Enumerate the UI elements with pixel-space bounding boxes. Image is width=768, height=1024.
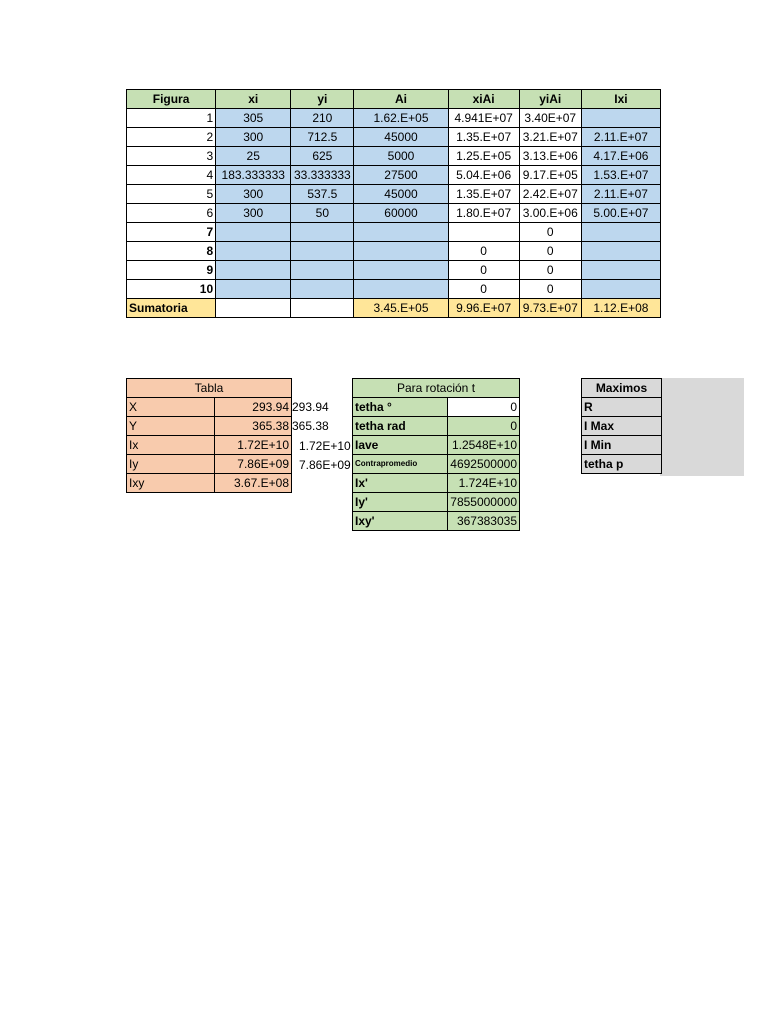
cell-ixi[interactable] [581,261,660,280]
rotacion-row-tetha-rad [353,417,520,436]
cell-ixi[interactable]: 2.11.E+07 [581,128,660,147]
cell-xi[interactable]: 300 [216,204,291,223]
tabla-extra-iy[interactable]: 7.86E+09 [299,458,351,472]
cell-xiai[interactable]: 1.25.E+05 [448,147,519,166]
rotacion-value[interactable]: 1.2548E+10 [448,436,520,455]
cell-ai[interactable] [354,242,448,261]
tabla-label[interactable]: Ix [127,436,215,455]
tabla-row-ixy [127,474,292,493]
tabla-value[interactable]: 1.72E+10 [215,436,292,455]
tabla-value[interactable]: 293.94 [215,398,292,417]
tabla-value[interactable]: 365.38 [215,417,292,436]
cell-yiai[interactable]: 3.21.E+07 [519,128,581,147]
maximos-table [581,378,662,474]
cell-yi[interactable] [291,223,354,242]
tabla-value[interactable]: 7.86E+09 [215,455,292,474]
rotacion-row-tetha-deg [353,398,520,417]
rotacion-row-iy-prime [353,493,520,512]
sum-yiai[interactable]: 9.73.E+07 [519,299,581,318]
rotacion-label[interactable]: Ix' [353,474,448,493]
table-row [127,261,661,280]
rotacion-label[interactable]: tetha ° [353,398,448,417]
tabla-extra-ix[interactable]: 1.72E+10 [299,439,351,453]
tabla-row-y [127,417,292,436]
sum-ixi[interactable]: 1.12.E+08 [581,299,660,318]
cell-ixi[interactable]: 1.53.E+07 [581,166,660,185]
rotacion-label[interactable]: Ixy' [353,512,448,531]
header-figura[interactable]: Figura [127,90,216,109]
cell-figura[interactable]: 2 [127,128,216,147]
cell-xiai[interactable]: 1.80.E+07 [448,204,519,223]
cell-ixi[interactable] [581,109,660,128]
cell-ai[interactable]: 1.62.E+05 [354,109,448,128]
cell-xiai[interactable]: 1.35.E+07 [448,185,519,204]
sumatoria-label[interactable]: Sumatoria [127,299,216,318]
cell-ai[interactable]: 27500 [354,166,448,185]
rotacion-label[interactable]: tetha rad [353,417,448,436]
header-xi[interactable]: xi [216,90,291,109]
cell-xiai[interactable]: 0 [448,261,519,280]
cell-yiai[interactable]: 3.13.E+06 [519,147,581,166]
cell-yi[interactable]: 712.5 [291,128,354,147]
rotacion-title[interactable]: Para rotación t [353,379,520,398]
sum-xi[interactable] [216,299,291,318]
cell-yiai[interactable]: 3.00.E+06 [519,204,581,223]
rotacion-row-ixy-prime [353,512,520,531]
rotacion-value[interactable]: 1.724E+10 [448,474,520,493]
cell-figura[interactable]: 7 [127,223,216,242]
cell-yi[interactable]: 537.5 [291,185,354,204]
main-table [126,89,661,318]
rotacion-row-contrapromedio [353,455,520,474]
cell-xiai[interactable]: 0 [448,280,519,299]
cell-figura[interactable]: 3 [127,147,216,166]
cell-ixi[interactable]: 5.00.E+07 [581,204,660,223]
tabla-label[interactable]: Ixy [127,474,215,493]
cell-ixi[interactable]: 2.11.E+07 [581,185,660,204]
cell-ai[interactable] [354,261,448,280]
table-row [127,166,661,185]
tabla-label[interactable]: Y [127,417,215,436]
sumatoria-row [127,299,661,318]
cell-figura[interactable]: 5 [127,185,216,204]
table-row [127,147,661,166]
cell-figura[interactable]: 6 [127,204,216,223]
table-row [127,204,661,223]
tabla-row-x [127,398,292,417]
cell-xi[interactable] [216,280,291,299]
cell-xi[interactable]: 25 [216,147,291,166]
cell-xi[interactable] [216,261,291,280]
rotacion-label[interactable]: Iy' [353,493,448,512]
sum-xiai[interactable]: 9.96.E+07 [448,299,519,318]
table-row [127,242,661,261]
cell-xiai[interactable]: 1.35.E+07 [448,128,519,147]
header-yiai[interactable]: yiAi [519,90,581,109]
cell-yiai[interactable]: 0 [519,223,581,242]
cell-xiai[interactable] [448,223,519,242]
maximos-label-tetha-p[interactable]: tetha p [582,455,662,474]
rotacion-value[interactable]: 4692500000 [448,455,520,474]
cell-yi[interactable]: 33.333333 [291,166,354,185]
tabla-title[interactable]: Tabla [127,379,292,398]
cell-ai[interactable] [354,223,448,242]
cell-yiai[interactable]: 9.17.E+05 [519,166,581,185]
maximos-value-area[interactable] [660,378,744,476]
cell-figura[interactable]: 10 [127,280,216,299]
cell-yi[interactable]: 210 [291,109,354,128]
tabla-extra-x[interactable]: 293.94 [292,400,329,414]
cell-figura[interactable]: 4 [127,166,216,185]
cell-figura[interactable]: 9 [127,261,216,280]
cell-figura[interactable]: 8 [127,242,216,261]
rotacion-value[interactable]: 367383035 [448,512,520,531]
header-ai[interactable]: Ai [354,90,448,109]
table-row [127,185,661,204]
sum-yi[interactable] [291,299,354,318]
tabla-row-ix [127,436,292,455]
main-table-header-row [127,90,661,109]
cell-yiai[interactable]: 0 [519,242,581,261]
cell-yi[interactable]: 625 [291,147,354,166]
cell-yiai[interactable]: 3.40E+07 [519,109,581,128]
cell-ixi[interactable] [581,242,660,261]
maximos-title[interactable]: Maximos [582,379,662,398]
cell-ai[interactable] [354,280,448,299]
cell-xiai[interactable]: 0 [448,242,519,261]
cell-figura[interactable]: 1 [127,109,216,128]
tabla-label[interactable]: X [127,398,215,417]
cell-xi[interactable] [216,223,291,242]
table-row [127,280,661,299]
cell-yi[interactable] [291,242,354,261]
tabla-value[interactable]: 3.67.E+08 [215,474,292,493]
cell-yiai[interactable]: 0 [519,280,581,299]
cell-ai[interactable]: 5000 [354,147,448,166]
rotacion-label[interactable]: Contrapromedio [353,455,448,474]
cell-xi[interactable] [216,242,291,261]
cell-xiai[interactable]: 5.04.E+06 [448,166,519,185]
rotacion-label[interactable]: Iave [353,436,448,455]
tabla-row-iy [127,455,292,474]
header-xiai[interactable]: xiAi [448,90,519,109]
table-row [127,128,661,147]
maximos-label-r[interactable]: R [582,398,662,417]
rotacion-value[interactable]: 0 [448,398,520,417]
rotacion-row-ix-prime [353,474,520,493]
rotacion-value[interactable]: 7855000000 [448,493,520,512]
cell-yiai[interactable]: 2.42.E+07 [519,185,581,204]
cell-ixi[interactable] [581,280,660,299]
table-row [127,109,661,128]
cell-xi[interactable]: 300 [216,128,291,147]
cell-ai[interactable]: 45000 [354,185,448,204]
tabla-extra-y[interactable]: 365.38 [292,419,329,433]
rotacion-row-iave [353,436,520,455]
rotacion-table [352,378,520,531]
cell-ai[interactable]: 60000 [354,204,448,223]
cell-yi[interactable] [291,280,354,299]
cell-yi[interactable]: 50 [291,204,354,223]
table-row [127,223,661,242]
rotacion-value[interactable]: 0 [448,417,520,436]
header-yi[interactable]: yi [291,90,354,109]
cell-xi[interactable]: 183.333333 [216,166,291,185]
cell-xi[interactable]: 300 [216,185,291,204]
header-ixi[interactable]: Ixi [581,90,660,109]
tabla-table [126,378,292,493]
cell-ai[interactable]: 45000 [354,128,448,147]
cell-yiai[interactable]: 0 [519,261,581,280]
maximos-label-imin[interactable]: I Min [582,436,662,455]
cell-xi[interactable]: 305 [216,109,291,128]
cell-xiai[interactable]: 4.941E+07 [448,109,519,128]
cell-ixi[interactable] [581,223,660,242]
sum-ai[interactable]: 3.45.E+05 [354,299,448,318]
cell-yi[interactable] [291,261,354,280]
cell-ixi[interactable]: 4.17.E+06 [581,147,660,166]
maximos-label-imax[interactable]: I Max [582,417,662,436]
tabla-label[interactable]: Iy [127,455,215,474]
